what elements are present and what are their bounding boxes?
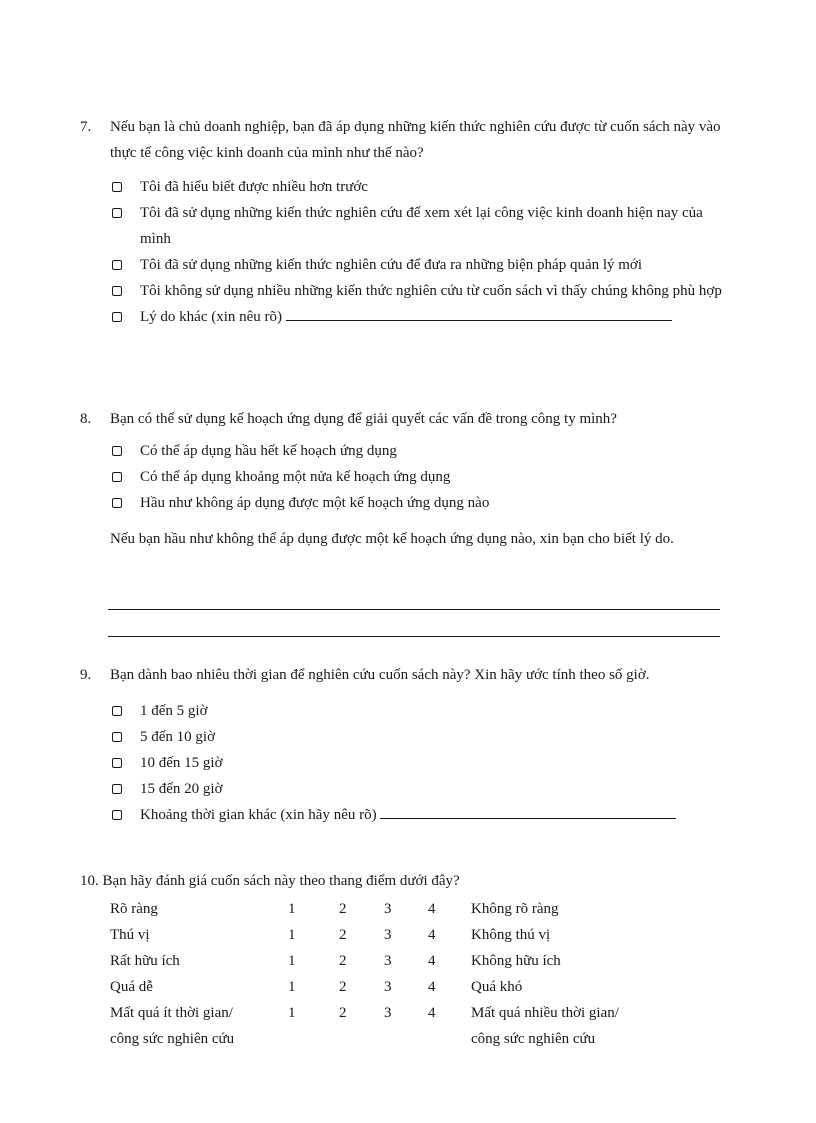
question-7 bbox=[80, 114, 730, 330]
q7-option-1-label: Tôi đã hiểu biết được nhiều hơn trước bbox=[140, 179, 368, 195]
rating-option-4[interactable]: 4 bbox=[428, 953, 436, 969]
rating-option-3[interactable]: 3 bbox=[384, 979, 392, 995]
rating-option-1[interactable]: 1 bbox=[288, 1005, 296, 1021]
q9-option-4-label: 15 đến 20 giờ bbox=[140, 781, 223, 797]
q7-option-5-label: Lý do khác (xin nêu rõ) bbox=[140, 309, 283, 325]
q7-option-5[interactable] bbox=[110, 304, 730, 330]
q7-option-2[interactable] bbox=[110, 200, 730, 252]
rating-option-4[interactable]: 4 bbox=[428, 1005, 436, 1021]
q9-option-2[interactable] bbox=[110, 724, 730, 750]
q9-option-5-label: Khoảng thời gian khác (xin hãy nêu rõ) bbox=[140, 807, 377, 823]
rating-right-label: Quá khó bbox=[471, 979, 523, 995]
checkbox-icon[interactable] bbox=[112, 312, 122, 322]
q8-option-2[interactable] bbox=[110, 464, 730, 490]
q8-option-3-label: Hầu như không áp dụng được một kế hoạch ứng dụng nào bbox=[140, 495, 490, 511]
q9-other-answer-line[interactable] bbox=[380, 817, 676, 819]
checkbox-icon[interactable] bbox=[112, 706, 122, 716]
q7-option-4[interactable] bbox=[110, 278, 730, 304]
checkbox-icon[interactable] bbox=[112, 182, 122, 192]
q8-option-1-label: Có thể áp dụng hầu hết kế hoạch ứng dụng bbox=[140, 443, 397, 459]
question-10-text: Bạn hãy đánh giá cuốn sách này theo thang điểm dưới đây? bbox=[102, 873, 460, 889]
rating-option-2[interactable]: 2 bbox=[339, 953, 347, 969]
rating-right-label: Không rõ ràng bbox=[471, 901, 559, 917]
question-10 bbox=[80, 868, 730, 1052]
rating-option-4[interactable]: 4 bbox=[428, 979, 436, 995]
question-10-number: 10. bbox=[80, 873, 99, 889]
q9-option-1-label: 1 đến 5 giờ bbox=[140, 703, 208, 719]
rating-option-3[interactable]: 3 bbox=[384, 953, 392, 969]
rating-option-1[interactable]: 1 bbox=[288, 927, 296, 943]
rating-row bbox=[110, 948, 619, 974]
question-9-options bbox=[110, 698, 730, 828]
rating-option-2[interactable]: 2 bbox=[339, 901, 347, 917]
rating-option-2[interactable]: 2 bbox=[339, 979, 347, 995]
checkbox-icon[interactable] bbox=[112, 208, 122, 218]
checkbox-icon[interactable] bbox=[112, 472, 122, 482]
q9-option-3-label: 10 đến 15 giờ bbox=[140, 755, 223, 771]
question-9 bbox=[80, 662, 730, 828]
rating-row bbox=[110, 974, 619, 1000]
checkbox-icon[interactable] bbox=[112, 810, 122, 820]
rating-row bbox=[110, 1000, 619, 1026]
question-9-text: Bạn dành bao nhiêu thời gian để nghiên cứu cuốn sách này? Xin hãy ước tính theo số giờ. bbox=[110, 667, 650, 683]
q9-option-3[interactable] bbox=[110, 750, 730, 776]
rating-option-2[interactable]: 2 bbox=[339, 927, 347, 943]
rating-right-label: Không thú vị bbox=[471, 927, 551, 943]
q7-option-2-label: Tôi đã sử dụng những kiến thức nghiên cứu để xem xét lại công việc kinh doanh hiện nay của mình bbox=[140, 205, 703, 247]
checkbox-icon[interactable] bbox=[112, 758, 122, 768]
q8-option-3[interactable] bbox=[110, 490, 730, 516]
q7-other-answer-line[interactable] bbox=[286, 319, 672, 321]
rating-option-1[interactable]: 1 bbox=[288, 979, 296, 995]
rating-right-label: Mất quá nhiều thời gian/ bbox=[471, 1005, 619, 1021]
rating-left-label: Thú vị bbox=[110, 927, 150, 943]
question-8-followup: Nếu bạn hầu như không thể áp dụng được một kế hoạch ứng dụng nào, xin bạn cho biết lý do. bbox=[110, 531, 674, 547]
q7-option-1[interactable] bbox=[110, 174, 730, 200]
rating-option-3[interactable]: 3 bbox=[384, 901, 392, 917]
checkbox-icon[interactable] bbox=[112, 784, 122, 794]
q9-option-1[interactable] bbox=[110, 698, 730, 724]
question-10-header bbox=[80, 868, 730, 894]
rating-option-4[interactable]: 4 bbox=[428, 901, 436, 917]
question-7-number: 7. bbox=[80, 119, 92, 135]
rating-row bbox=[110, 896, 619, 922]
rating-option-3[interactable]: 3 bbox=[384, 927, 392, 943]
rating-right-label-cont: công sức nghiên cứu bbox=[471, 1031, 596, 1047]
q8-option-1[interactable] bbox=[110, 438, 730, 464]
question-8 bbox=[80, 406, 730, 552]
checkbox-icon[interactable] bbox=[112, 446, 122, 456]
question-8-number: 8. bbox=[80, 411, 92, 427]
rating-left-label: Rất hữu ích bbox=[110, 953, 180, 969]
question-8-text: Bạn có thể sử dụng kế hoạch ứng dụng để giải quyết các vấn đề trong công ty mình? bbox=[110, 411, 617, 427]
question-8-options bbox=[110, 438, 730, 516]
question-9-number: 9. bbox=[80, 667, 92, 683]
q9-option-5[interactable] bbox=[110, 802, 730, 828]
checkbox-icon[interactable] bbox=[112, 732, 122, 742]
rating-option-2[interactable]: 2 bbox=[339, 1005, 347, 1021]
rating-option-4[interactable]: 4 bbox=[428, 927, 436, 943]
rating-left-label: Rõ ràng bbox=[110, 901, 158, 917]
rating-left-label: Quá dễ bbox=[110, 979, 153, 995]
q7-option-3-label: Tôi đã sử dụng những kiến thức nghiên cứu để đưa ra những biện pháp quản lý mới bbox=[140, 257, 643, 273]
rating-option-3[interactable]: 3 bbox=[384, 1005, 392, 1021]
rating-right-label: Không hữu ích bbox=[471, 953, 561, 969]
rating-row-continuation bbox=[110, 1026, 619, 1052]
checkbox-icon[interactable] bbox=[112, 498, 122, 508]
q9-option-2-label: 5 đến 10 giờ bbox=[140, 729, 216, 745]
rating-left-label: Mất quá ít thời gian/ bbox=[110, 1005, 233, 1021]
rating-option-1[interactable]: 1 bbox=[288, 953, 296, 969]
rating-option-1[interactable]: 1 bbox=[288, 901, 296, 917]
q7-option-4-label: Tôi không sử dụng nhiều những kiến thức nghiên cứu từ cuốn sách vì thấy chúng không phù hợp bbox=[140, 283, 722, 299]
rating-left-label-cont: công sức nghiên cứu bbox=[110, 1031, 235, 1047]
q8-option-2-label: Có thể áp dụng khoảng một nửa kế hoạch ứng dụng bbox=[140, 469, 451, 485]
checkbox-icon[interactable] bbox=[112, 260, 122, 270]
q7-option-3[interactable] bbox=[110, 252, 730, 278]
q8-answer-line-2[interactable] bbox=[108, 636, 720, 637]
checkbox-icon[interactable] bbox=[112, 286, 122, 296]
q9-option-4[interactable] bbox=[110, 776, 730, 802]
rating-row bbox=[110, 922, 619, 948]
rating-scale-table bbox=[110, 896, 619, 1052]
q8-answer-line-1[interactable] bbox=[108, 609, 720, 610]
question-7-text: Nếu bạn là chủ doanh nghiệp, bạn đã áp dụng những kiến thức nghiên cứu được từ cuốn sách này vào thực tế công việc kinh doanh của mình như thế nào? bbox=[110, 119, 721, 161]
question-7-options bbox=[110, 174, 730, 330]
